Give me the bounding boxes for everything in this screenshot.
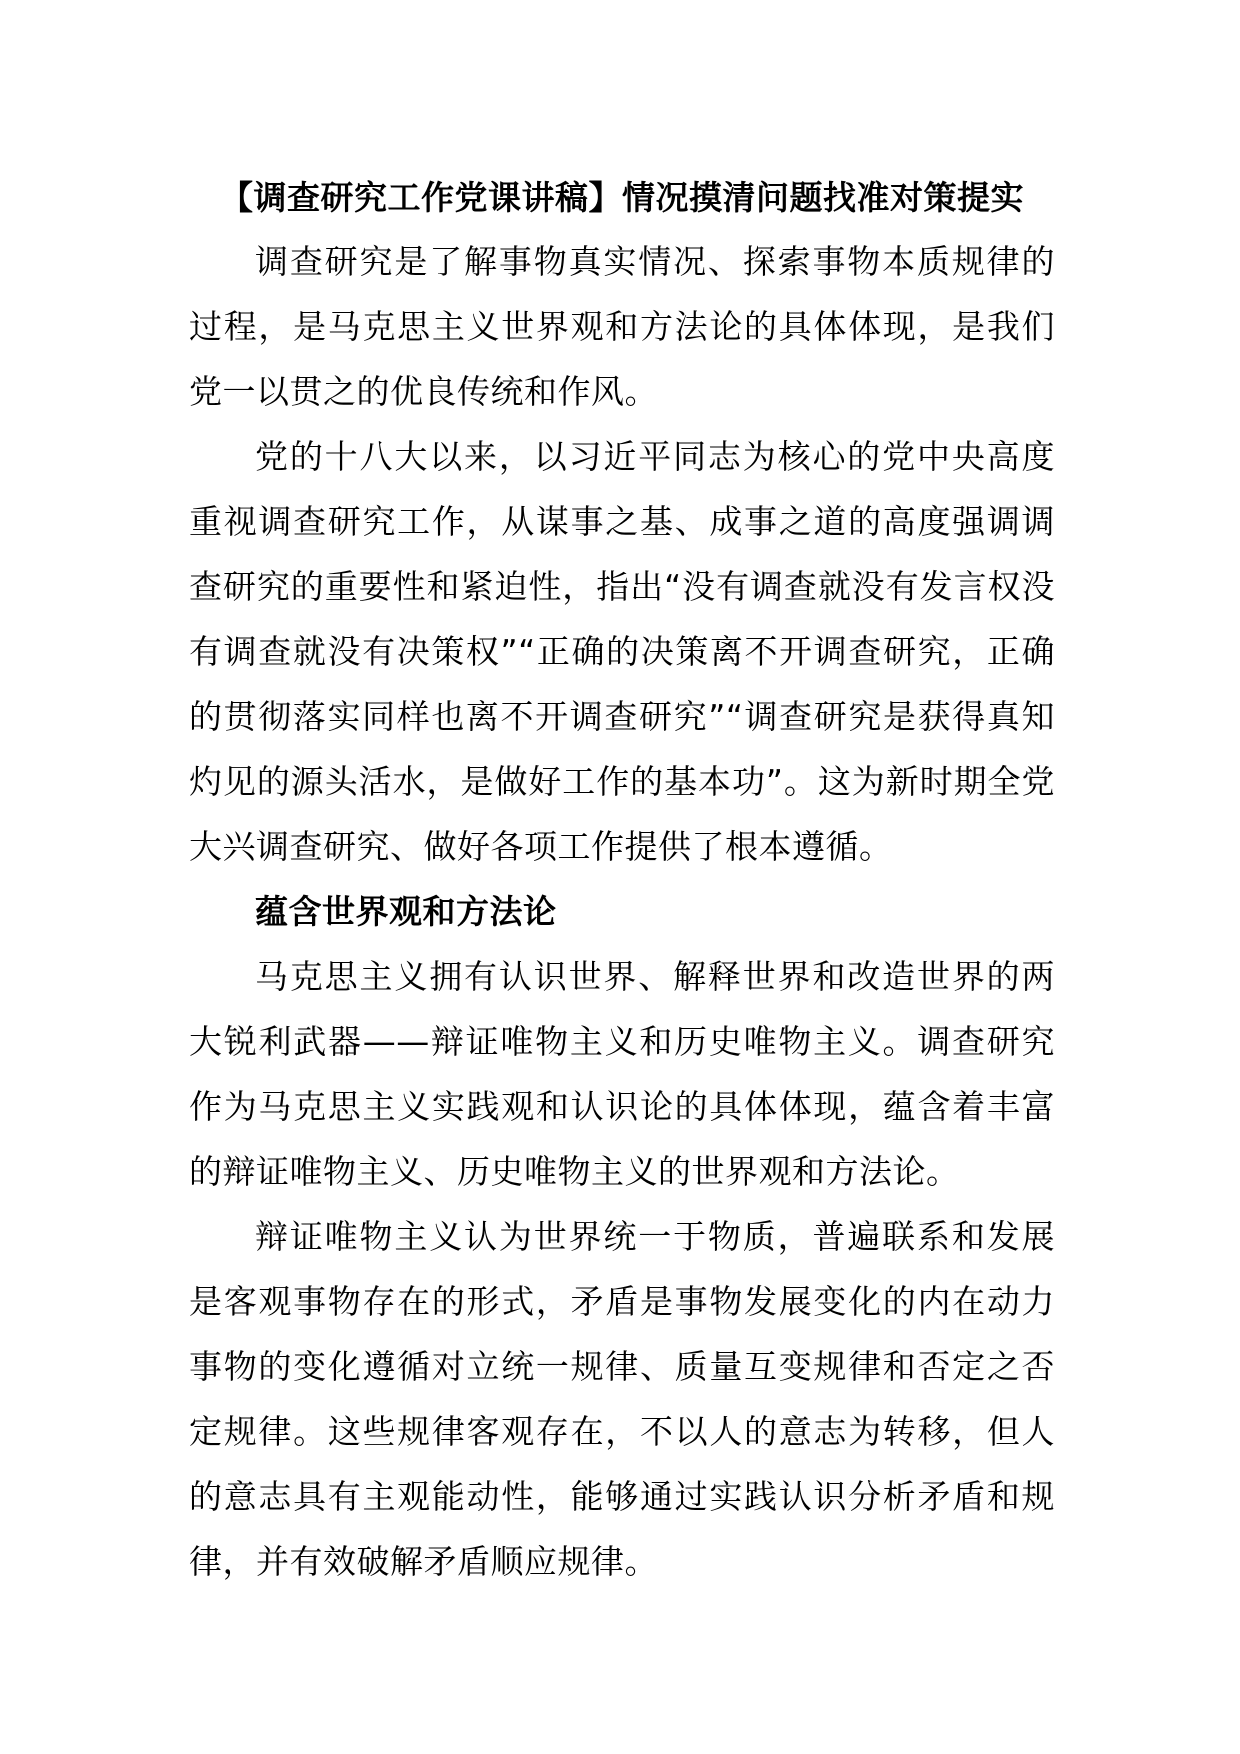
- body-paragraph: 党的十八大以来，以习近平同志为核心的党中央高度重视调查研究工作，从谋事之基、成事之道的高度强调调查研究的重要性和紧迫性，指出“没有调查就没有发言权没有调查就没有决策权”“正确的决策离不开调查研究，正确的贯彻落实同样也离不开调查研究”“调查研究是获得真知灼见的源头活水，是做好工作的基本功”。这为新时期全党大兴调查研究、做好各项工作提供了根本遵循。: [189, 437, 1055, 866]
- section-heading: 蕴含世界观和方法论: [255, 892, 557, 931]
- document-title: 【调查研究工作党课讲稿】情况摸清问题找准对策提实: [220, 178, 1024, 217]
- body-paragraph: 辩证唯物主义认为世界统一于物质，普遍联系和发展是客观事物存在的形式，矛盾是事物发展变化的内在动力事物的变化遵循对立统一规律、质量互变规律和否定之否定规律。这些规律客观存在，不以人的意志为转移，但人的意志具有主观能动性，能够通过实践认识分析矛盾和规律，并有效破解矛盾顺应规律。: [189, 1217, 1055, 1581]
- body-paragraph: 调查研究是了解事物真实情况、探索事物本质规律的过程，是马克思主义世界观和方法论的具体体现，是我们党一以贯之的优良传统和作风。: [189, 242, 1055, 411]
- body-paragraph: 马克思主义拥有认识世界、解释世界和改造世界的两大锐利武器——辩证唯物主义和历史唯物主义。调查研究作为马克思主义实践观和认识论的具体体现，蕴含着丰富的辩证唯物主义、历史唯物主义的世界观和方法论。: [189, 957, 1055, 1191]
- document-body: [189, 167, 1055, 1594]
